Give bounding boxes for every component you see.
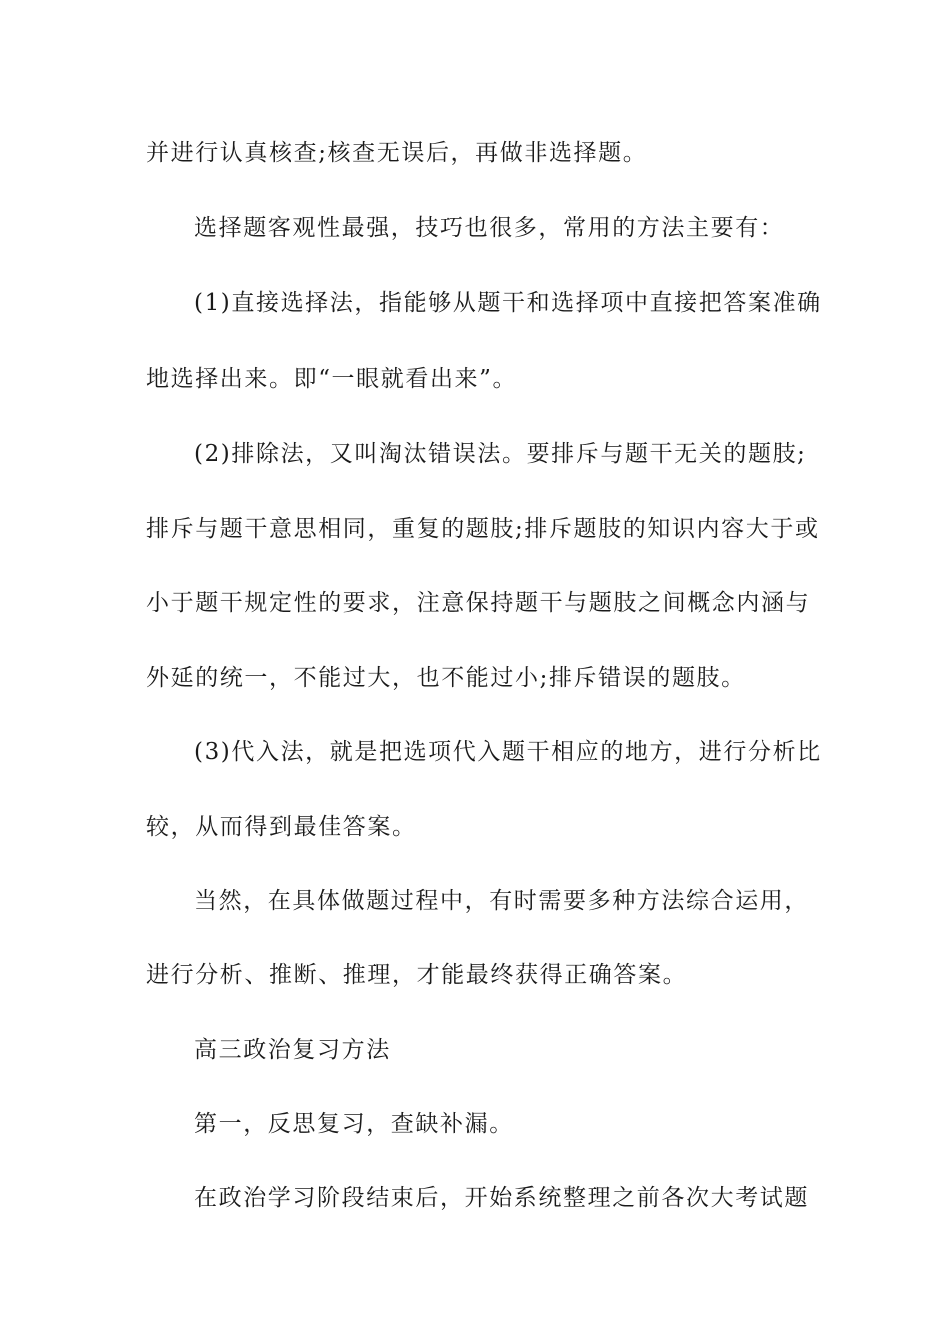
- paragraph-line: 并进行认真核查;核查无误后，再做非选择题。: [146, 140, 648, 166]
- section-heading: 高三政治复习方法: [194, 1037, 391, 1063]
- paragraph-line: 选择题客观性最强，技巧也很多，常用的方法主要有：: [194, 215, 785, 241]
- paragraph-line: 小于题干规定性的要求，注意保持题干与题肢之间概念内涵与: [146, 590, 811, 616]
- paragraph-line: 外延的统一，不能过大，也不能过小;排斥错误的题肢。: [146, 665, 746, 691]
- paragraph-line: 当然，在具体做题过程中，有时需要多种方法综合运用，: [194, 888, 809, 914]
- paragraph-line: 在政治学习阶段结束后，开始系统整理之前各次大考试题: [194, 1185, 809, 1211]
- paragraph-line: 第一，反思复习，查缺补漏。: [194, 1111, 514, 1137]
- paragraph-line: 较，从而得到最佳答案。: [146, 814, 417, 840]
- paragraph-line: 进行分析、推断、推理，才能最终获得正确答案。: [146, 962, 688, 988]
- paragraph-line: 排斥与题干意思相同，重复的题肢;排斥题肢的知识内容大于或: [146, 516, 820, 542]
- paragraph-line: (3)代入法，就是把选项代入题干相应的地方，进行分析比: [194, 739, 822, 765]
- paragraph-line: (1)直接选择法，指能够从题干和选择项中直接把答案准确: [194, 290, 822, 316]
- paragraph-line: 地选择出来。即“一眼就看出来”。: [146, 366, 518, 392]
- paragraph-line: (2)排除法，又叫淘汰错误法。要排斥与题干无关的题肢;: [194, 441, 807, 467]
